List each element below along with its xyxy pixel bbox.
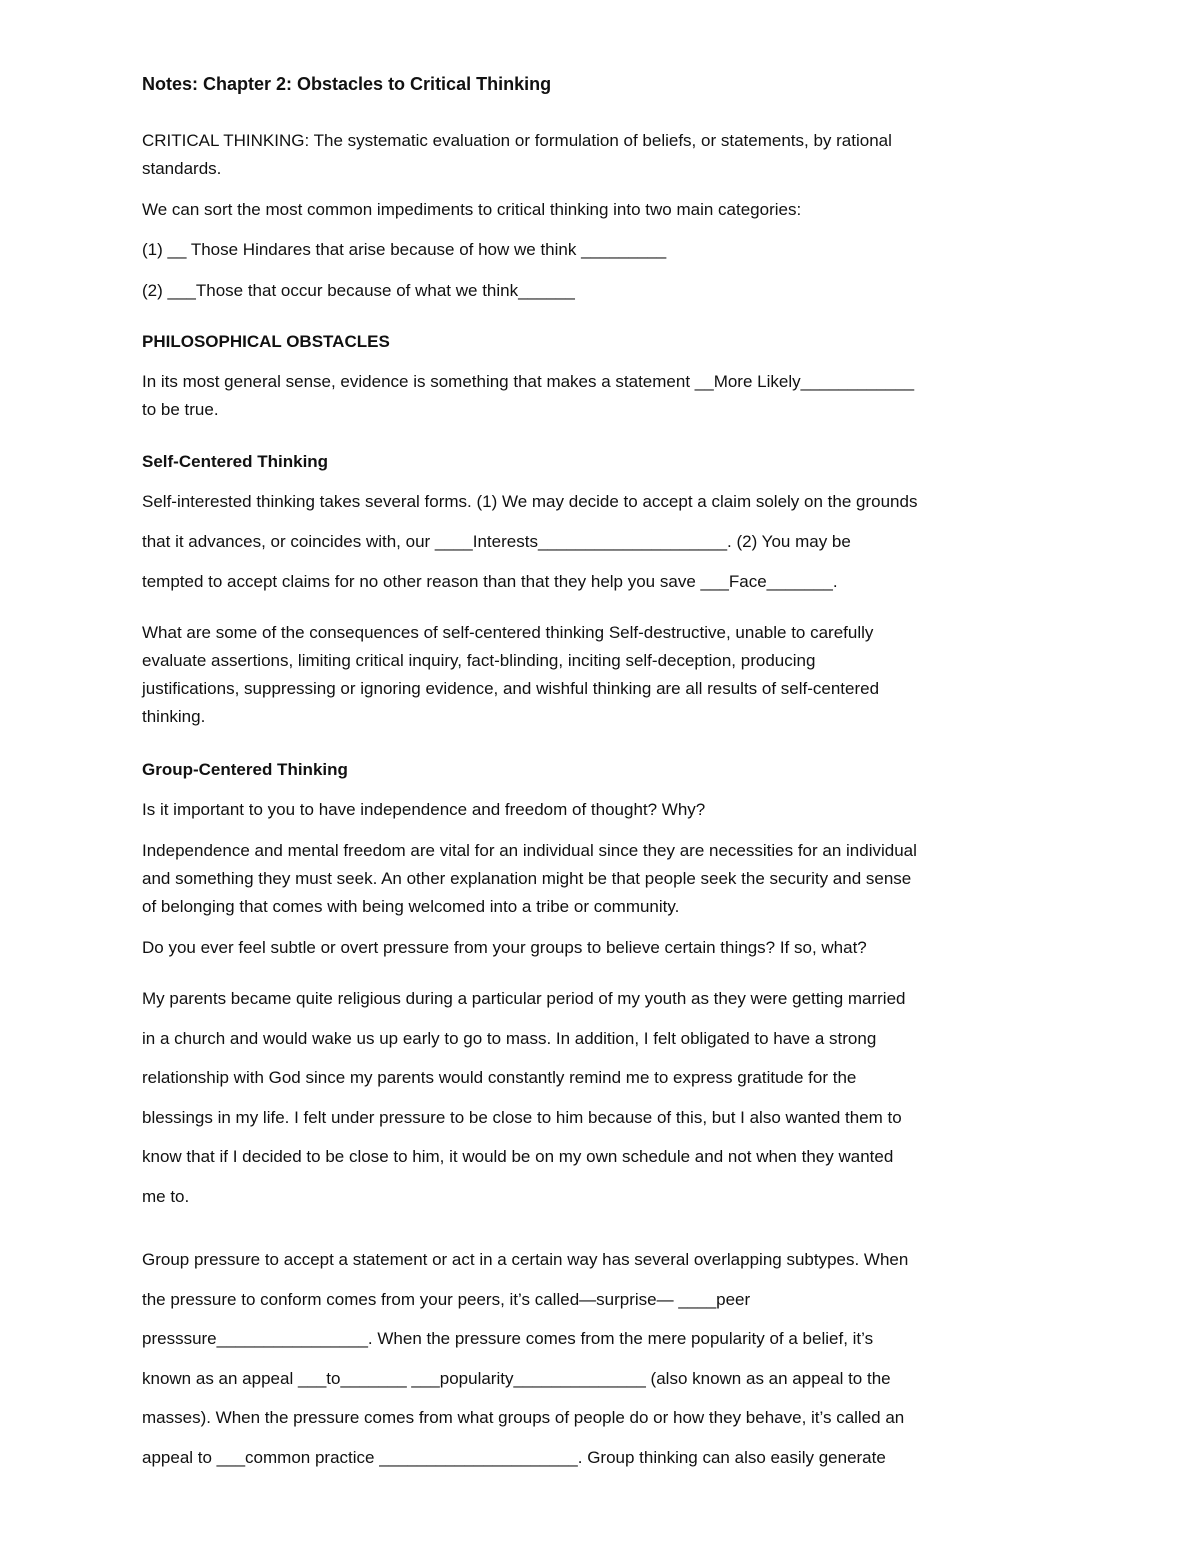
category-1: (1) __ Those Hindares that arise because of how we think _________ (142, 240, 667, 259)
definition-line-2: standards. (142, 159, 222, 178)
evidence-line-1: In its most general sense, evidence is something that makes a statement __More Likely____________ (142, 372, 915, 391)
consequences-line-2: evaluate assertions, limiting critical inquiry, fact-blinding, inciting self-deception, producing (142, 651, 816, 670)
answer-1-line-3: of belonging that comes with being welcomed into a tribe or community. (142, 897, 680, 916)
sort-intro: We can sort the most common impediments to critical thinking into two main categories: (142, 200, 802, 219)
group-pressure-line-2: the pressure to conform comes from your peers, it’s called—surprise— ____peer (142, 1290, 751, 1309)
page-title: Notes: Chapter 2: Obstacles to Critical Thinking (142, 74, 552, 94)
group-centered-heading: Group-Centered Thinking (142, 760, 348, 779)
answer-2-line-6: me to. (142, 1187, 190, 1206)
answer-2-line-3: relationship with God since my parents would constantly remind me to express gratitude for the (142, 1068, 857, 1087)
philosophical-heading: PHILOSOPHICAL OBSTACLES (142, 332, 390, 351)
answer-1-line-1: Independence and mental freedom are vital for an individual since they are necessities for an individual (142, 841, 917, 860)
group-pressure-line-6: appeal to ___common practice _____________________. Group thinking can also easily generate (142, 1448, 886, 1467)
answer-1-line-2: and something they must seek. An other explanation might be that people seek the security and sense (142, 869, 912, 888)
self-para-line-1: Self-interested thinking takes several forms. (1) We may decide to accept a claim solely on the grounds (142, 492, 918, 511)
question-2: Do you ever feel subtle or overt pressure from your groups to believe certain things? If so, what? (142, 938, 867, 957)
self-para-line-2: that it advances, or coincides with, our ____Interests____________________. (2) You may be (142, 532, 851, 551)
consequences-line-1: What are some of the consequences of self-centered thinking Self-destructive, unable to carefully (142, 623, 874, 642)
consequences-line-4: thinking. (142, 707, 206, 726)
answer-2-line-1: My parents became quite religious during a particular period of my youth as they were getting married (142, 989, 906, 1008)
consequences-line-3: justifications, suppressing or ignoring evidence, and wishful thinking are all results of self-centered (142, 679, 880, 698)
self-para-line-3: tempted to accept claims for no other reason than that they help you save ___Face_______. (142, 572, 838, 591)
question-1: Is it important to you to have independence and freedom of thought? Why? (142, 800, 706, 819)
definition-line-1: CRITICAL THINKING: The systematic evaluation or formulation of beliefs, or statements, by rational (142, 131, 892, 150)
group-pressure-line-5: masses). When the pressure comes from what groups of people do or how they behave, it’s called an (142, 1408, 905, 1427)
group-pressure-line-3: presssure________________. When the pressure comes from the mere popularity of a belief, it’s (142, 1329, 874, 1348)
answer-2-line-2: in a church and would wake us up early to go to mass. In addition, I felt obligated to have a strong (142, 1029, 877, 1048)
category-2: (2) ___Those that occur because of what we think______ (142, 281, 575, 300)
evidence-line-2: to be true. (142, 400, 219, 419)
group-pressure-line-4: known as an appeal ___to_______ ___popularity______________ (also known as an appeal to the (142, 1369, 891, 1388)
answer-2-line-5: know that if I decided to be close to him, it would be on my own schedule and not when they wanted (142, 1147, 894, 1166)
self-centered-heading: Self-Centered Thinking (142, 452, 329, 471)
group-pressure-line-1: Group pressure to accept a statement or act in a certain way has several overlapping subtypes. When (142, 1250, 909, 1269)
answer-2-line-4: blessings in my life. I felt under pressure to be close to him because of this, but I also wanted them to (142, 1108, 902, 1127)
